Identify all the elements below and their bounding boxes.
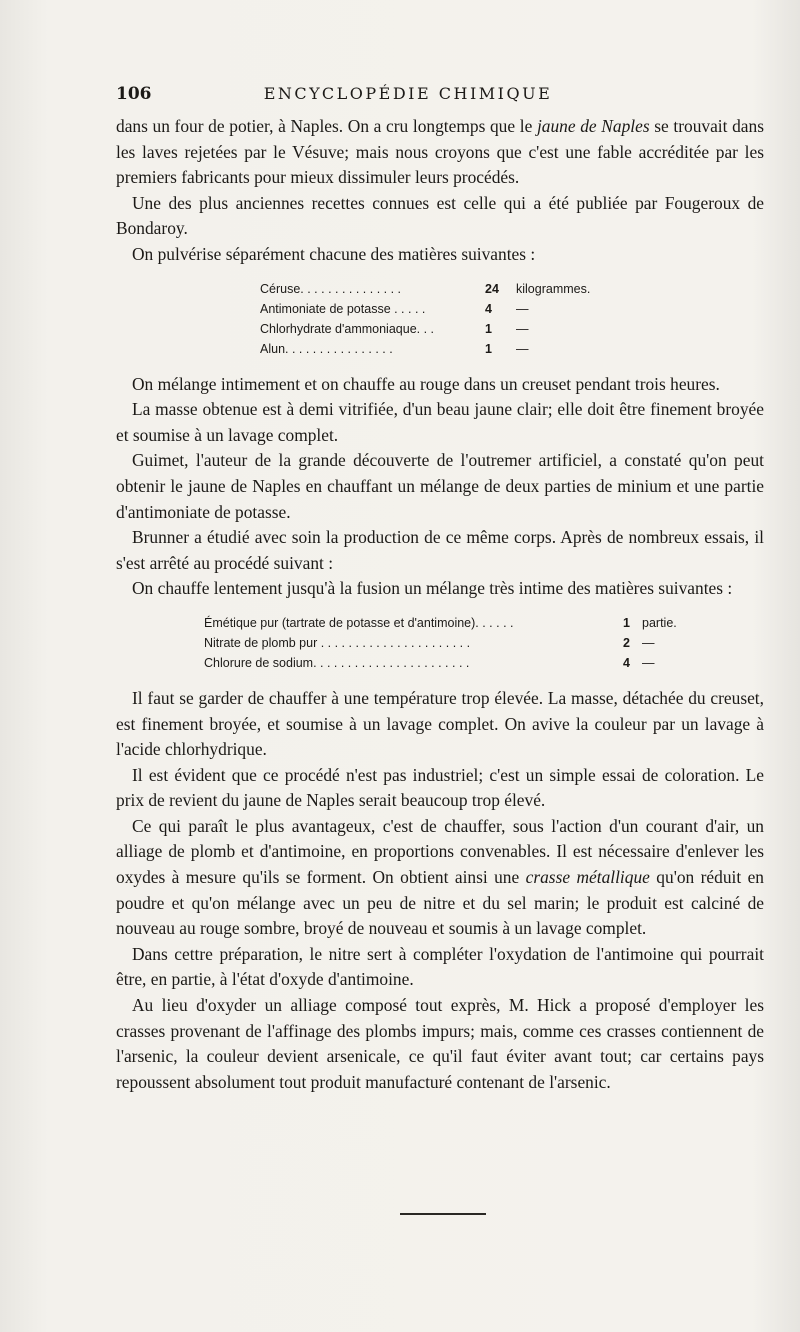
ingredient-quantity: 4 <box>623 655 630 670</box>
ingredient-unit: partie. <box>642 615 677 630</box>
recipe-table-fougeroux <box>116 279 764 359</box>
paragraph: Brunner a étudié avec soin la production de ce même corps. Après de nombreux essais, il s'est arrêté au procédé suivant : <box>116 527 764 573</box>
table-row <box>116 653 764 673</box>
paragraph: On pulvérise séparément chacune des matières suivantes : <box>132 243 536 264</box>
ingredient-label: Émétique pur (tartrate de potasse et d'antimoine). . . . . . <box>204 615 514 630</box>
table-row <box>116 299 764 319</box>
running-title: ENCYCLOPÉDIE CHIMIQUE <box>263 84 553 103</box>
ingredient-label: Nitrate de plomb pur . . . . . . . . . . . . . . . . . . . . . . <box>204 635 471 650</box>
page-body <box>116 114 764 1095</box>
page-header <box>116 84 700 106</box>
page-number: 106 <box>116 84 152 104</box>
paragraph: Ce qui paraît le plus avantageux, c'est de chauffer, sous l'action d'un courant d'air, un alliage de plomb et d'antimoine, en proportions convenables. Il est nécessaire d'enlever les oxydes à mesure qu'ils se forment. On obtient ainsi une crasse métallique qu'on réduit en poudre et qu'on mélange avec un peu de nitre et du sel marin; le produit est calciné de nouveau au rouge sombre, broyé de nouveau et soumis à un lavage complet. <box>116 815 765 939</box>
table-row <box>116 279 764 299</box>
paragraph: On mélange intimement et on chauffe au rouge dans un creuset pendant trois heures. <box>132 373 720 394</box>
ingredient-unit: — <box>642 655 655 670</box>
paragraph: Guimet, l'auteur de la grande découverte de l'outremer artificiel, a constaté qu'on peut obtenir le jaune de Naples en chauffant un mélange de deux parties de minium et une partie d'antimoniate de potasse. <box>116 450 764 522</box>
ingredient-quantity: 1 <box>485 321 492 336</box>
table-row <box>116 613 764 633</box>
ingredient-label: Antimoniate de potasse . . . . . <box>260 301 426 316</box>
paragraph: Il est évident que ce procédé n'est pas industriel; c'est un simple essai de coloration. Le prix de revient du jaune de Naples serait beaucoup trop élevé. <box>116 764 764 811</box>
ingredient-unit: — <box>516 341 529 356</box>
ingredient-label: Céruse. . . . . . . . . . . . . . . <box>260 281 402 296</box>
paragraph: Au lieu d'oxyder un alliage composé tout exprès, M. Hick a proposé d'employer les crasses provenant de l'affinage des plombs impurs; mais, comme ces crasses contiennent de l'arsenic, la couleur devient arsenicale, ce qu'il faut éviter avant tout; car certains pays repoussent absolument tout produit manufacturé contenant de l'arsenic. <box>116 995 764 1092</box>
ingredient-quantity: 4 <box>485 301 492 316</box>
ingredient-quantity: 1 <box>623 615 630 630</box>
ingredient-label: Alun. . . . . . . . . . . . . . . . <box>260 341 393 356</box>
paragraph: Il faut se garder de chauffer à une température trop élevée. La masse, détachée du creuset, est finement broyée, et soumise à un lavage complet. On avive la couleur par un lavage à l'acide chlorhydrique. <box>116 687 764 760</box>
recipe-table-brunner <box>116 613 764 673</box>
ingredient-unit: — <box>516 301 529 316</box>
ingredient-quantity: 1 <box>485 341 492 356</box>
paragraph: Une des plus anciennes recettes connues est celle qui a été publiée par Fougeroux de Bondaroy. <box>116 192 764 239</box>
section-end-rule <box>400 1213 486 1215</box>
table-row <box>116 633 764 653</box>
table-row <box>116 339 764 359</box>
table-row <box>116 319 764 339</box>
ingredient-unit: — <box>516 321 529 336</box>
ingredient-quantity: 24 <box>485 281 499 296</box>
ingredient-unit: kilogrammes. <box>516 281 591 296</box>
paragraph: dans un four de potier, à Naples. On a cru longtemps que le jaune de Naples se trouvait dans les laves rejetées par le Vésuve; mais nous croyons que c'est une fable accréditée par les premiers fabricants pour mieux dissimuler leurs procédés. <box>116 116 764 188</box>
ingredient-quantity: 2 <box>623 635 630 650</box>
paragraph: On chauffe lentement jusqu'à la fusion un mélange très intime des matières suivantes : <box>132 578 733 599</box>
paragraph: La masse obtenue est à demi vitrifiée, d'un beau jaune clair; elle doit être finement broyée et soumise à un lavage complet. <box>116 399 764 445</box>
ingredient-label: Chlorure de sodium. . . . . . . . . . . . . . . . . . . . . . . <box>204 655 470 670</box>
paragraph: Dans cettre préparation, le nitre sert à compléter l'oxydation de l'antimoine qui pourrait être, en partie, à l'état d'oxyde d'antimoine. <box>116 943 764 990</box>
ingredient-unit: — <box>642 635 655 650</box>
ingredient-label: Chlorhydrate d'ammoniaque. . . <box>260 321 435 336</box>
